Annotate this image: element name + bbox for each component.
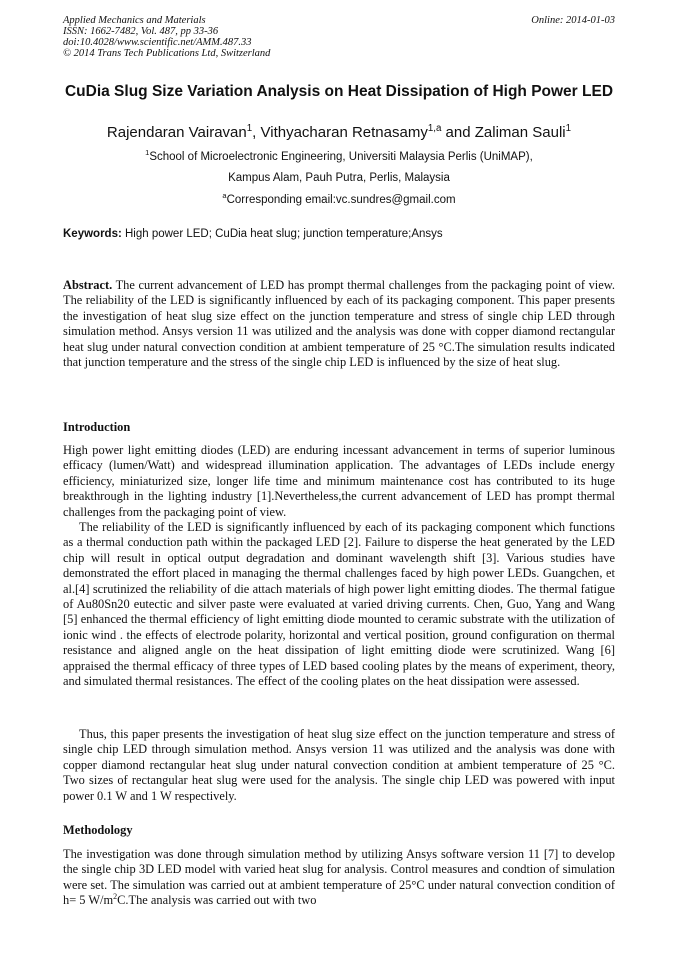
author-affiliation-mark: 1 — [565, 123, 572, 134]
email-mark: a — [222, 191, 227, 201]
keywords-text: High power LED; CuDia heat slug; junction temperature;Ansys — [121, 228, 443, 240]
issn-line: ISSN: 1662-7482, Vol. 487, pp 33-36 — [63, 26, 219, 37]
abstract-text: The current advancement of LED has prompt thermal challenges from the packaging point of view. The reliability of the LED is significantly influenced by each of its packaging component. This paper presents the investigation of heat slug size effect on the junction temperature and stress of single chip LED through simulation method. Ansys version 11 was utilized and the analysis was done with copper diamond rectangular heat slug under natural convection condition at ambient temperature of 25 °C.The simulation results indicated that junction temperature and the stress of the single chip LED is influenced by the size of heat slug. — [63, 278, 615, 370]
email-text[interactable]: Corresponding email:vc.sundres@gmail.com — [226, 194, 456, 206]
affiliation-line-2: Kampus Alam, Pauh Putra, Perlis, Malaysia — [228, 172, 450, 184]
corresponding-email — [40, 193, 638, 207]
introduction-paragraph-2: The reliability of the LED is significantly influenced by each of its packaging component which functions as a thermal conduction path within the packaged LED [2]. Failure to disperse the heat generated by the LED chip will result in optical output degradation and dominant wavelength shift [3]. Various studies have demonstrated the effort placed in managing the thermal challenges faced by high power LEDs. Guangchen, et al.[4] scrutinized the reliability of die attach materials of high power light emitting diodes. The thermal fatigue of Au80Sn20 eutectic and silver paste were evaluated at varied driving currents. Chen, Guo, Yang and Wang [5] enhanced the thermal efficiency of light emitting diode mounted to ceramic substrate with the utilization of ionic wind . the effects of electrode polarity, horizontal and vertical position, ground configuration on thermal resistance and aligned angle on the heat dissipation of light emitting diode were scrutinized. Wang [6] appraised the thermal efficacy of three types of LED based cooling plates by the means of experiment, theory, and simulated thermal resistances. The effect of the cooling plates on the heat dissipation were assessed. — [63, 520, 615, 689]
journal-header — [63, 15, 615, 59]
paper-title: CuDia Slug Size Variation Analysis on Heat Dissipation of High Power LED — [64, 83, 614, 100]
copyright-line: © 2014 Trans Tech Publications Ltd, Switzerland — [63, 48, 271, 59]
author-name: Zaliman Sauli — [474, 124, 566, 141]
author-affiliation-mark: 1 — [246, 123, 253, 134]
abstract-label: Abstract. — [63, 278, 113, 292]
keywords-block — [63, 227, 615, 241]
affiliation-mark: 1 — [145, 148, 150, 158]
doi-line[interactable]: doi:10.4028/www.scientific.net/AMM.487.33 — [63, 37, 252, 48]
methodology-paragraph-1 — [63, 847, 615, 909]
methodology-text-continued: C.The analysis was carried out with two — [117, 893, 317, 908]
author-affiliation-mark: 1,a — [427, 123, 442, 134]
section-heading-introduction: Introduction — [63, 420, 131, 434]
introduction-paragraph-3: Thus, this paper presents the investigation of heat slug size effect on the junction temperature and stress of single chip LED through simulation method. Ansys version 11 was utilized and the analysis was done with copper diamond rectangular heat slug under natural convection condition at ambient temperature of 25 °C. Two sizes of rectangular heat slug were used for the analysis. The single chip LED was powered with input power 0.1 W and 1 W respectively. — [63, 727, 615, 803]
affiliation-text: School of Microelectronic Engineering, Universiti Malaysia Perlis (UniMAP), — [149, 151, 533, 163]
author-list — [40, 123, 638, 143]
author-name: Vithyacharan Retnasamy — [260, 124, 428, 141]
section-heading-methodology: Methodology — [63, 823, 133, 837]
affiliation-line-1 — [40, 150, 638, 164]
methodology-text: The investigation was done through simulation method by utilizing Ansys software version 11 [7] to develop the single chip 3D LED model with varied heat slug for analysis. Control measures and condtion of simulation were set. The simulation was carried out at ambient temperature of 25°C under natural convection condition of h= 5 W/m — [63, 847, 615, 908]
author-separator: , — [252, 124, 261, 141]
author-name: Rajendaran Vairavan — [106, 124, 247, 141]
introduction-paragraph-1: High power light emitting diodes (LED) are enduring incessant advancement in terms of superior luminous efficacy (lumen/Watt) and widespread illumination application. The advantages of LEDs include energy efficiency, miniaturized size, longer life time and minimum maintenance cost has contributed to its huge breakthrough in the lighting industry [1].Nevertheless,the current advancement of LED has prompt thermal challenges from the packaging point of view. — [63, 443, 615, 519]
abstract-paragraph — [63, 278, 615, 370]
keywords-label: Keywords: — [63, 228, 122, 240]
journal-name: Applied Mechanics and Materials — [63, 15, 206, 26]
author-separator: and — [441, 124, 475, 141]
online-date: Online: 2014-01-03 — [531, 15, 615, 26]
unit-superscript: 2 — [113, 892, 118, 902]
